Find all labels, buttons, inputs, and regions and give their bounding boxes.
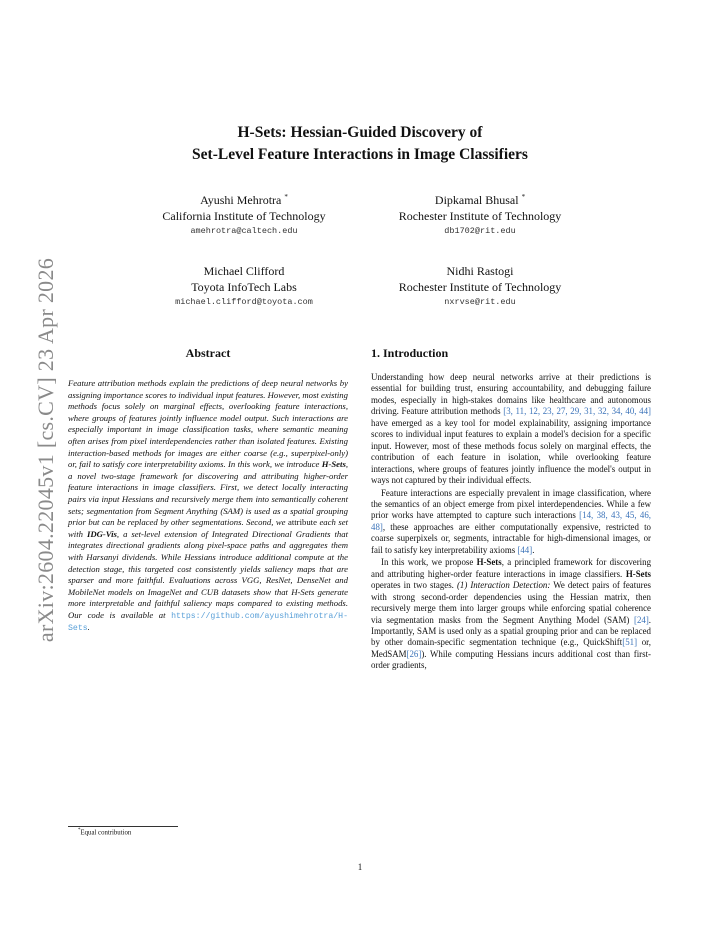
- stage-label: (1) Interaction Detection:: [456, 580, 551, 591]
- introduction-heading: 1. Introduction: [371, 346, 449, 360]
- author-name: Dipkamal Bhusal: [434, 193, 519, 207]
- paper-title: [100, 122, 620, 166]
- author-affiliation: Rochester Institute of Technology: [398, 209, 562, 223]
- author-block: [350, 190, 610, 239]
- text-run: In this work, we propose: [381, 557, 477, 568]
- title-line-1: H-Sets: Hessian-Guided Discovery of: [237, 124, 483, 141]
- text-run: Feature interactions are especially prevalent in image classification, where the semantics of an object emerge from pixel interdependencies. While a few prior works have attempted to capture such interactions: [371, 487, 651, 521]
- author-email[interactable]: db1702@rit.edu: [444, 226, 516, 236]
- author-block: [114, 190, 374, 239]
- paragraph: [371, 557, 651, 672]
- text-run: We detect pairs of features with strong second-order dependencies using the Hessian matrix, then recursively merge them into larger groups while enforcing spatial coherence via segmentation masks from the Segment Anything Model (SAM): [371, 580, 651, 625]
- abstract-part: , a novel two-stage framework for discovering and attributing higher-order feature interactions in image classifiers. First, we detect locally interacting pairs via input Hessians and recursively merge them into semantically coherent sets; segmentation from Segment Anything (SAM) is used as a spatial grouping prior but can be replaced by other segmentations. Second, we: [68, 459, 348, 528]
- author-affiliation: Toyota InfoTech Labs: [191, 280, 297, 294]
- paragraph: [371, 488, 651, 557]
- method-name: H-Sets: [321, 459, 346, 470]
- author-email[interactable]: amehrotra@caltech.edu: [190, 226, 298, 236]
- abstract-part: Feature attribution methods explain the predictions of deep neural networks by assigning importance scores to individual input features. However, most existing methods focus solely on marginal effects, overlooking feature interactions, where groups of features jointly influence model output. Such interactions are especially important in image classification tasks, where semantic meaning often arises from pixel interdependencies rather than isolated features. Existing interaction-based methods for images are either coarse (e.g., superpixel-only) or, fail to satisfy core interpretability axioms. In this work, we introduce: [68, 378, 348, 470]
- abstract-part: each set with: [68, 517, 348, 539]
- citation-link[interactable]: [44]: [517, 544, 533, 555]
- paragraph: [371, 372, 651, 487]
- author-affiliation: California Institute of Technology: [162, 209, 326, 223]
- code-link[interactable]: https://github.com/ayushimehrotra/H-Sets: [68, 611, 348, 634]
- method-name: H-Sets: [625, 568, 651, 579]
- author-name: Michael Clifford: [203, 264, 285, 278]
- text-run: ). While computing Hessians incurs additional cost than first-order gradients,: [371, 648, 651, 671]
- method-name: IDG-Vis: [86, 528, 117, 539]
- abstract-heading: Abstract: [185, 346, 231, 360]
- footnote: [78, 828, 131, 836]
- text-run: . Importantly, SAM is used only as a spatial grouping prior and can be replaced by other domain-specific segmentation technique (e.g., QuickShift: [371, 614, 651, 648]
- equal-contribution-mark: *: [284, 193, 288, 201]
- author-email[interactable]: michael.clifford@toyota.com: [175, 297, 313, 307]
- page-number: 1: [357, 862, 363, 872]
- text-run: Understanding how deep neural networks arrive at their predictions is essential for building trust, ensuring accountability, and debugging failure modes, especially in high-stakes domains like healthcare and autonomous driving. Feature attribution methods: [371, 372, 651, 417]
- text-run: .: [532, 544, 535, 555]
- equal-contribution-mark: *: [521, 193, 526, 201]
- method-name: H-Sets: [476, 557, 502, 568]
- arxiv-identifier: arXiv:2604.22045v1 [cs.CV] 23 Apr 2026: [33, 257, 58, 643]
- author-name: Ayushi Mehrotra: [200, 193, 282, 207]
- abstract-part: .: [87, 622, 90, 633]
- footnote-text: Equal contribution: [80, 829, 132, 837]
- author-name: Nidhi Rastogi: [446, 264, 514, 278]
- citation-link[interactable]: [26]: [406, 648, 422, 659]
- text-run: , these approaches are either computationally expensive, restricted to coarse superpixels or, segments, intractable for high-dimensional images, or fail to satisfy key interpretability axioms: [371, 521, 651, 555]
- abstract-part: , a set-level extension of Integrated Directional Gradients that integrates directional gradients along pixel-space paths and aggregates them with Harsanyi dividends. While Hessians introduce additional compute at the detection stage, this targeted cost consistently yields saliency maps that are sparser and more faithful. Evaluations across VGG, ResNet, DenseNet and MobileNet models on ImageNet and CUB datasets show that H-Sets generate more interpretable and faithful saliency maps compared to existing methods. Our code is available at: [68, 528, 349, 620]
- text-run: , a principled framework for discovering and attributing higher-order feature interactions in image classifiers.: [371, 557, 652, 579]
- author-block: [114, 264, 374, 310]
- abstract-emphasis: attribute: [288, 517, 317, 528]
- author-block: [350, 264, 610, 310]
- text-run: have emerged as a key tool for model explainability, assigning importance scores to individual input features to explain a model's decision for a specific input. However, most of these methods focus solely on marginal effects, the contribution of each feature in isolation, while overlooking feature interactions, where groups of features jointly influence the model's output in ways not captured by their individual effects.: [371, 417, 651, 486]
- abstract-text: [68, 378, 348, 635]
- text-run: or, MedSAM: [371, 637, 651, 659]
- citation-link[interactable]: [3, 11, 12, 23, 27, 29, 31, 32, 34, 40, 44]: [503, 406, 651, 417]
- text-run: operates in two stages.: [371, 580, 457, 591]
- footnote-mark: *: [78, 828, 81, 833]
- author-affiliation: Rochester Institute of Technology: [398, 280, 562, 294]
- citation-link[interactable]: [51]: [622, 637, 638, 648]
- citation-link[interactable]: [24]: [633, 614, 649, 625]
- title-line-2: Set-Level Feature Interactions in Image Classifiers: [192, 146, 528, 163]
- footnote-divider: [68, 826, 178, 827]
- citation-link[interactable]: [14, 38, 43, 45, 46, 48]: [371, 510, 651, 532]
- author-email[interactable]: nxrvse@rit.edu: [444, 297, 516, 307]
- introduction-text: [371, 372, 651, 672]
